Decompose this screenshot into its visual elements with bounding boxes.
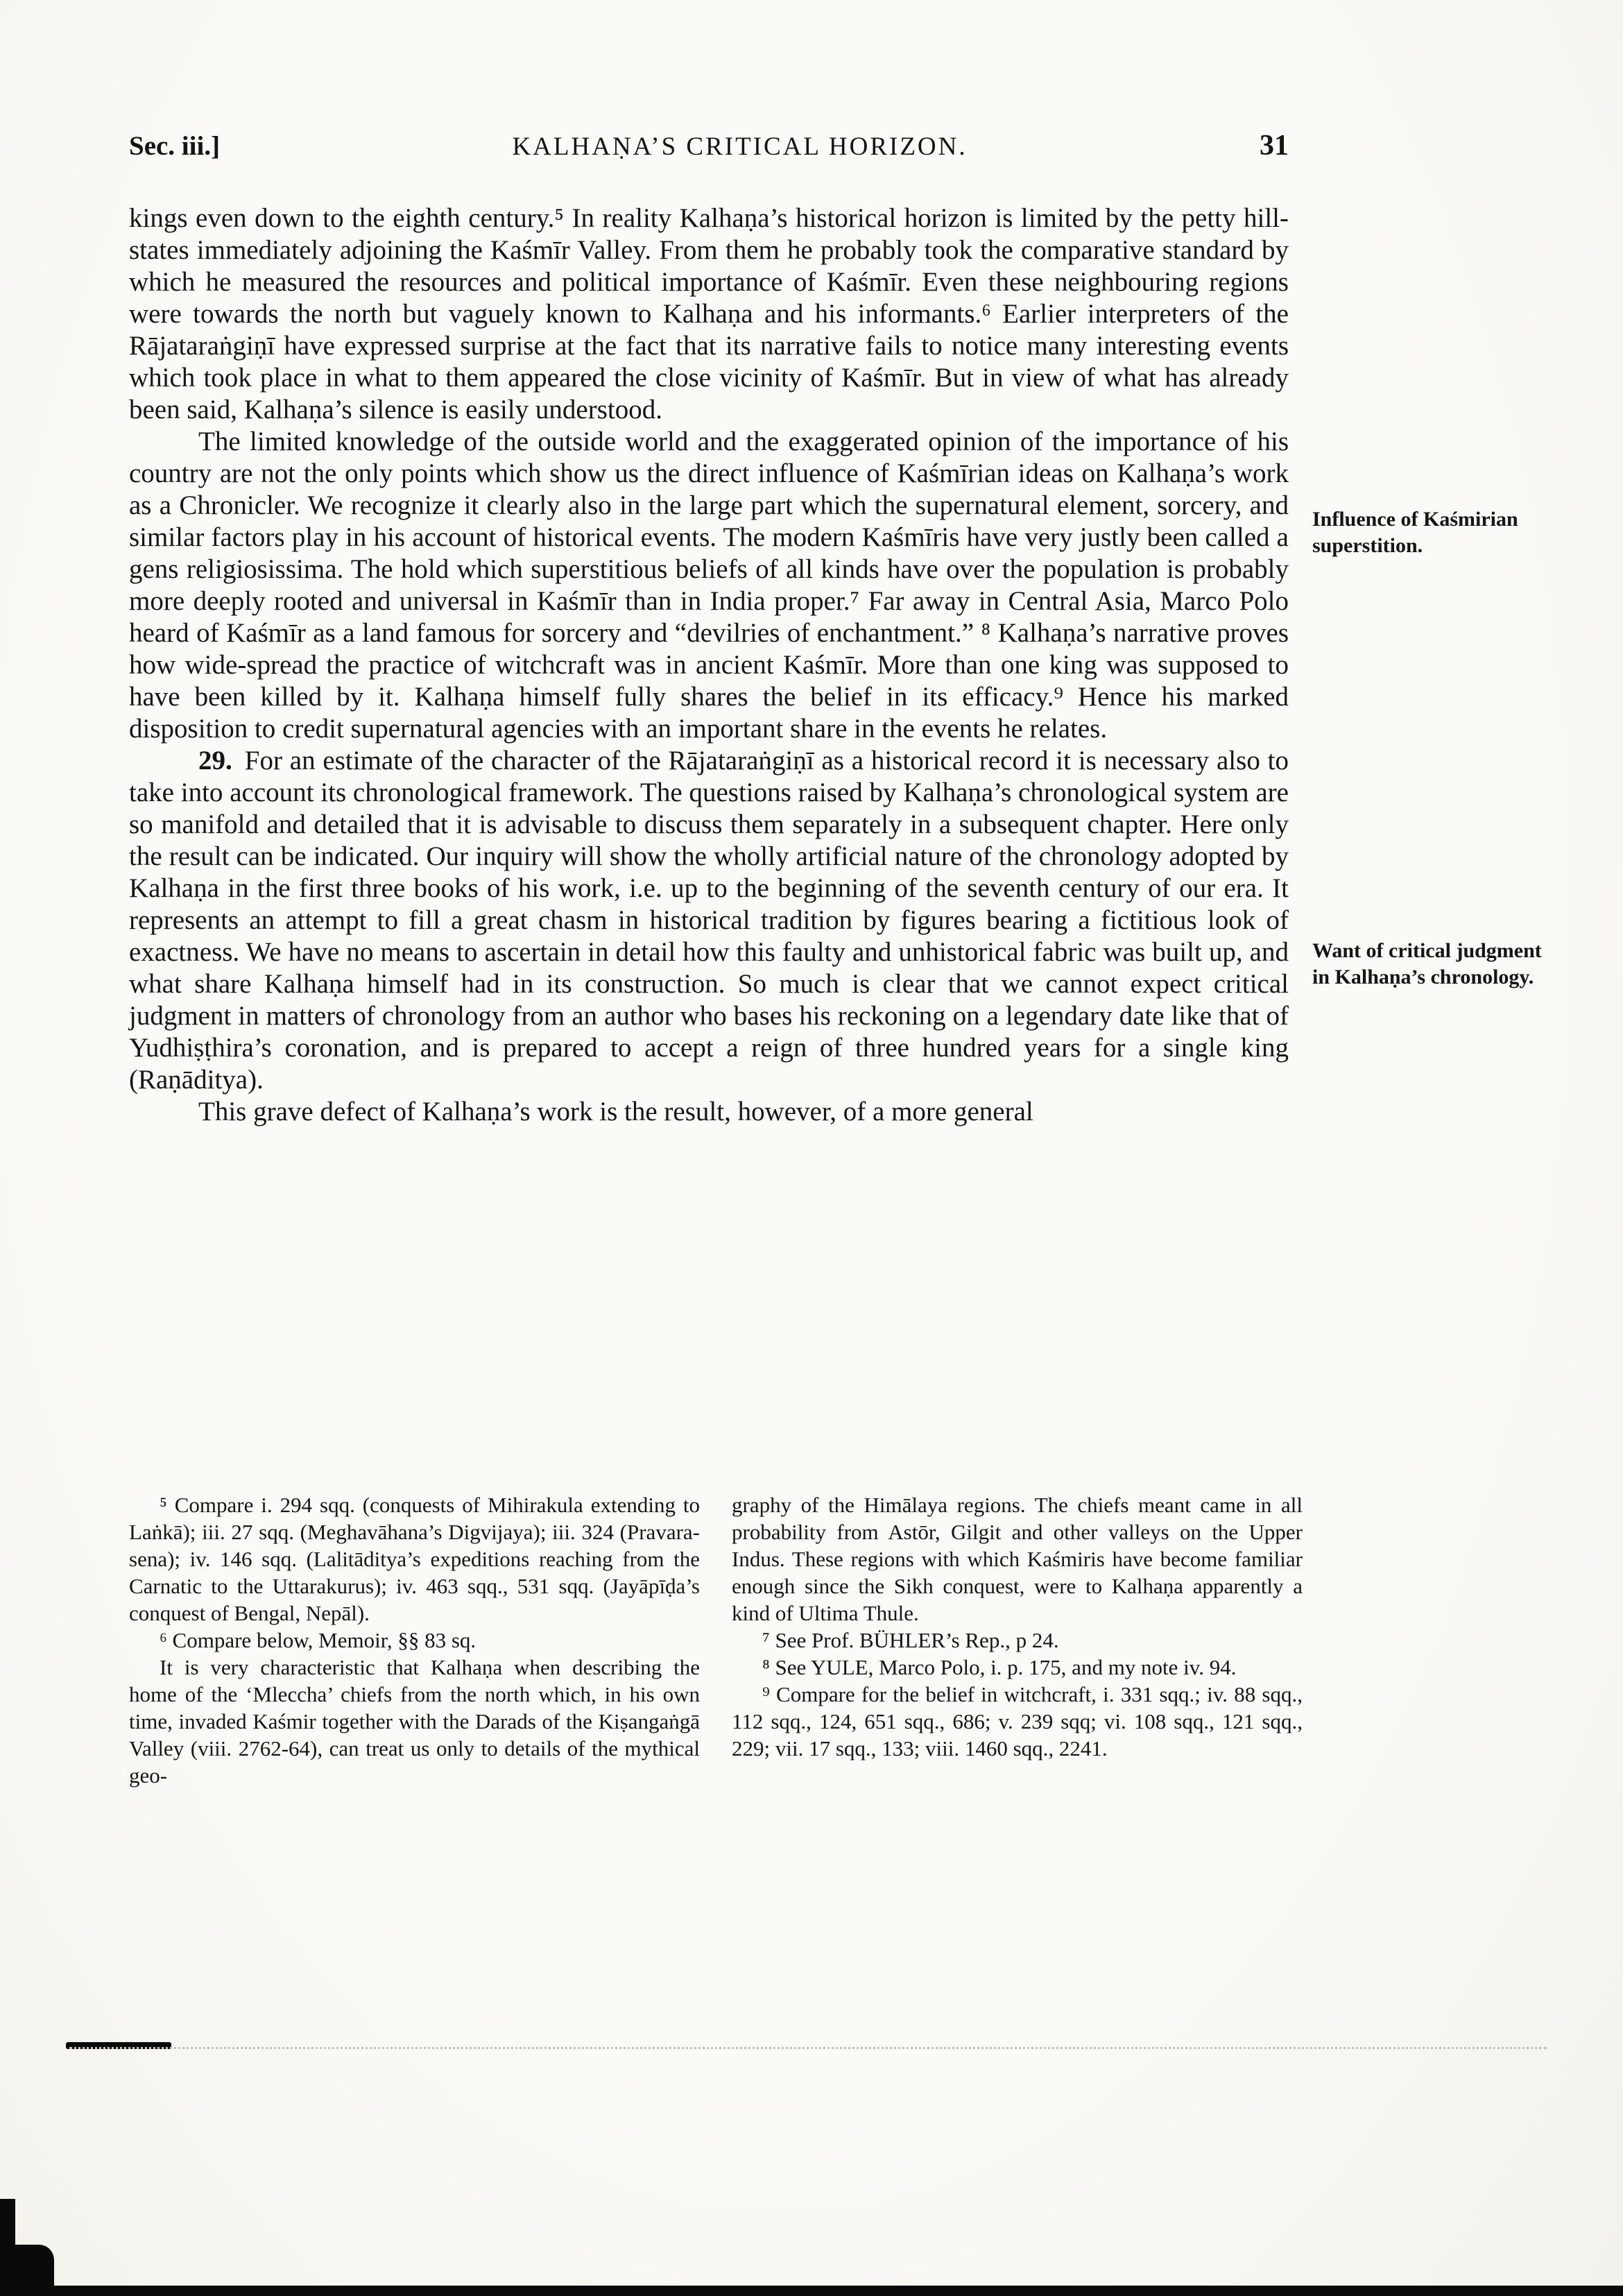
section-label: Sec. iii.] <box>129 131 221 161</box>
scan-artifact-edge-sliver <box>0 2199 15 2296</box>
footnote-continuation: graphy of the Himālaya regions. The chiefs meant came in all probability from Astōr, Gilgit and other valleys on the Upper Indus. These regions with which Kaśmiris have become familiar enough since the Sikh conquest, were to Kalhaṇa apparently a kind of Ultima Thule. <box>732 1493 1303 1625</box>
footnote-6-continued: It is very characteristic that Kalhaṇa when describing the home of the ‘Mleccha’ chiefs from the north which, in his own time, invaded Kaśmir together with the Darads of the Kiṣangaṅgā Valley (viii. 2762-64), can treat us only to details of the mythical geo- <box>129 1655 700 1788</box>
margin-note-chronology: Want of critical judgment in Kalhaṇa’s chronology. <box>1312 939 1542 988</box>
scan-artifact-fold-line <box>69 2047 1547 2049</box>
paragraph-29 <box>129 745 1289 1096</box>
margin-note-superstition: Influence of Kaśmirian superstition. <box>1312 508 1518 557</box>
footnote-column-right <box>732 1491 1303 1789</box>
paragraph-text: For an estimate of the character of the Rājataraṅgiṇī as a historical record it is necessary also to take into account its chronological framework. The questions raised by Kalhaṇa’s chronological system are so manifold and detailed that it is advisable to discuss them separately in a subsequent chapter. Here only the result can be indicated. Our inquiry will show the wholly artificial nature of the chronology adopted by Kalhaṇa in the first three books of his work, i.e. up to the beginning of the seventh century of our era. It represents an attempt to fill a great chasm in historical tradition by figures bearing a fictitious look of exactness. We have no means to ascertain in detail how this faulty and unhistorical fabric was built up, and what share Kalhaṇa himself had in its construction. So much is clear that we cannot expect critical judgment in matters of chronology from an author who bases his reckoning on a legendary date like that of Yudhiṣṭhira’s coronation, and is prepared to accept a reign of three hundred years for a single king (Raṇāditya). <box>129 746 1289 1095</box>
footnote-9: ⁹ Compare for the belief in witchcraft, i. 331 sqq.; iv. 88 sqq., 112 sqq., 124, 651 sqq., 686; v. 239 sqq; vi. 108 sqq., 121 sqq., 229; vii. 17 sqq., 133; viii. 1460 sqq., 2241. <box>732 1682 1303 1760</box>
paragraph: This grave defect of Kalhaṇa’s work is the result, however, of a more general <box>198 1097 1033 1126</box>
footnote-column-left <box>129 1491 700 1789</box>
footnote-7: ⁷ See Prof. BÜHLER’s Rep., p 24. <box>762 1628 1059 1652</box>
main-text <box>129 203 1289 1128</box>
footnote-8: ⁸ See YULE, Marco Polo, i. p. 175, and my note iv. 94. <box>762 1655 1237 1679</box>
footnotes <box>129 1491 1303 1789</box>
scan-artifact-bottom-bar <box>0 2286 1623 2296</box>
running-title: KALHAṆA’S CRITICAL HORIZON. <box>512 132 968 161</box>
page-number: 31 <box>1260 130 1289 162</box>
footnote-5: ⁵ Compare i. 294 sqq. (conquests of Mihirakula extending to Laṅkā); iii. 27 sqq. (Meghavāhana’s Digvijaya); iii. 324 (Pravarasena); iv. 146 sqq. (Lalitāditya’s expeditions reaching from the Carnatic to the Uttarakurus); iv. 463 sqq., 531 sqq. (Jayāpīḍa’s conquest of Bengal, Nepāl). <box>129 1493 700 1625</box>
paragraph-continuation: kings even down to the eighth century.⁵ In reality Kalhaṇa’s historical horizon is limited by the petty hill-states immediately adjoining the Kaśmīr Valley. From them he probably took the comparative standard by which he measured the resources and political importance of Kaśmīr. Even these neighbouring regions were towards the north but vaguely known to Kalhaṇa and his informants.⁶ Earlier interpreters of the Rājataraṅgiṇī have expressed surprise at the fact that its narrative fails to notice many interesting events which took place in what to them appeared the close vicinity of Kaśmīr. But in view of what has already been said, Kalhaṇa’s silence is easily understood. <box>129 203 1289 425</box>
footnote-6: ⁶ Compare below, Memoir, §§ 83 sq. <box>160 1628 476 1652</box>
paragraph: The limited knowledge of the outside world and the exaggerated opinion of the importance of his country are not the only points which show us the direct influence of Kaśmīrian ideas on Kalhaṇa’s work as a Chronicler. We recognize it clearly also in the large part which the supernatural element, sorcery, and similar factors play in his account of historical events. The modern Kaśmīris have very justly been called a gens religiosissima. The hold which superstitious beliefs of all kinds have over the population is probably more deeply rooted and universal in Kaśmīr than in India proper.⁷ Far away in Central Asia, Marco Polo heard of Kaśmīr as a land famous for sorcery and “devilries of enchantment.” ⁸ Kalhaṇa’s narrative proves how wide-spread the practice of witchcraft was in ancient Kaśmīr. More than one king was supposed to have been killed by it. Kalhaṇa himself fully shares the belief in its efficacy.⁹ Hence his marked disposition to credit supernatural agencies with an important share in the events he relates. <box>129 427 1289 744</box>
running-head <box>129 129 1289 162</box>
paragraph-number: 29. <box>198 746 232 776</box>
